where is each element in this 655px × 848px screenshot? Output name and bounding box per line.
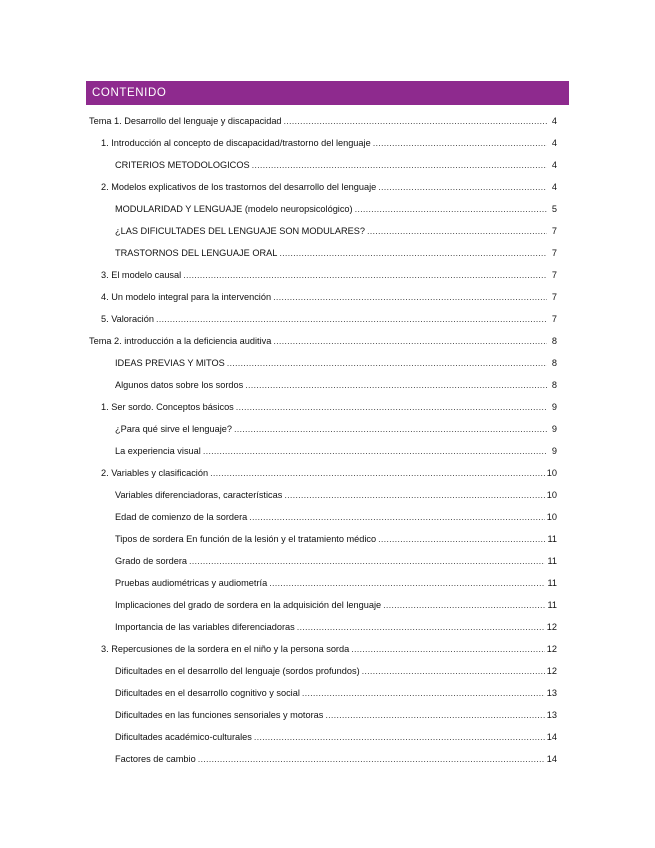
toc-entry-page: 12 (546, 666, 557, 676)
toc-entry[interactable] (115, 572, 557, 588)
toc-entry-label: Implicaciones del grado de sordera en la adquisición del lenguaje (115, 600, 382, 610)
toc-entry[interactable] (89, 330, 557, 346)
toc-entry-page: 8 (551, 336, 557, 346)
toc-entry-label: Edad de comienzo de la sordera (115, 512, 248, 522)
toc-entry[interactable] (115, 682, 557, 698)
toc-entry-label: 1. Ser sordo. Conceptos básicos (101, 402, 234, 412)
toc-entry-label: Algunos datos sobre los sordos (115, 380, 244, 390)
toc-entry-label: ¿Para qué sirve el lenguaje? (115, 424, 232, 434)
toc-entry[interactable] (115, 726, 557, 742)
toc-dot-leader (227, 358, 547, 368)
toc-entry[interactable] (115, 506, 557, 522)
toc-entry-label: Tema 1. Desarrollo del lenguaje y discapacidad (89, 116, 282, 126)
toc-dot-leader (189, 556, 545, 566)
toc-dot-leader (210, 468, 545, 478)
toc-entry[interactable] (101, 132, 557, 148)
toc-entry-page: 7 (551, 226, 557, 236)
toc-entry[interactable] (101, 396, 557, 412)
toc-entry-page: 10 (546, 490, 557, 500)
toc-dot-leader (198, 754, 545, 764)
toc-entry-page: 12 (546, 644, 557, 654)
toc-entry-page: 4 (551, 138, 557, 148)
toc-dot-leader (297, 622, 545, 632)
toc-entry-page: 9 (551, 402, 557, 412)
toc-entry[interactable] (115, 528, 557, 544)
toc-entry-label: Dificultades en el desarrollo del lenguaje (sordos profundos) (115, 666, 360, 676)
toc-entry[interactable] (115, 660, 557, 676)
toc-entry-page: 4 (551, 116, 557, 126)
toc-entry-page: 8 (551, 380, 557, 390)
toc-dot-leader (351, 644, 545, 654)
toc-entry[interactable] (115, 704, 557, 720)
toc-entry-page: 8 (551, 358, 557, 368)
toc-entry[interactable] (101, 286, 557, 302)
toc-entry-label: 2. Variables y clasificación (101, 468, 209, 478)
toc-dot-leader (284, 116, 547, 126)
toc-entry-page: 11 (547, 556, 557, 566)
toc-dot-leader (302, 688, 545, 698)
toc-entry[interactable] (115, 154, 557, 170)
toc-dot-leader (245, 380, 547, 390)
toc-entry[interactable] (101, 308, 557, 324)
toc-entry-label: 3. Repercusiones de la sordera en el niño y la persona sorda (101, 644, 350, 654)
toc-entry-label: Importancia de las variables diferenciadoras (115, 622, 295, 632)
toc-entry-label: 2. Modelos explicativos de los trastornos del desarrollo del lenguaje (101, 182, 377, 192)
toc-entry-page: 10 (546, 468, 557, 478)
toc-entry-label: 3. El modelo causal (101, 270, 182, 280)
toc-entry-label: ¿LAS DIFICULTADES DEL LENGUAJE SON MODULARES? (115, 226, 365, 236)
toc-entry-label: CRITERIOS METODOLOGICOS (115, 160, 250, 170)
toc-entry[interactable] (101, 638, 557, 654)
toc-entry-label: TRASTORNOS DEL LENGUAJE ORAL (115, 248, 278, 258)
toc-dot-leader (378, 182, 547, 192)
toc-entry-label: 4. Un modelo integral para la intervención (101, 292, 272, 302)
toc-entry-label: Factores de cambio (115, 754, 196, 764)
toc-entry-label: Dificultades en el desarrollo cognitivo y social (115, 688, 300, 698)
toc-entry-page: 7 (551, 270, 557, 280)
toc-entry-page: 9 (551, 424, 557, 434)
toc-entry[interactable] (115, 484, 557, 500)
toc-entry-page: 14 (546, 732, 557, 742)
toc-dot-leader (362, 666, 545, 676)
toc-entry[interactable] (115, 748, 557, 764)
toc-entry[interactable] (115, 242, 557, 258)
toc-entry-page: 14 (546, 754, 557, 764)
toc-dot-leader (273, 336, 547, 346)
toc-entry-page: 12 (546, 622, 557, 632)
toc-entry-label: 5. Valoración (101, 314, 154, 324)
toc-dot-leader (234, 424, 547, 434)
toc-entry-page: 5 (551, 204, 557, 214)
toc-entry[interactable] (115, 418, 557, 434)
toc-entry-page: 9 (551, 446, 557, 456)
toc-entry-label: La experiencia visual (115, 446, 201, 456)
toc-dot-leader (325, 710, 544, 720)
toc-dot-leader (269, 578, 545, 588)
toc-dot-leader (367, 226, 547, 236)
toc-entry[interactable] (115, 440, 557, 456)
toc-entry-label: IDEAS PREVIAS Y MITOS (115, 358, 225, 368)
toc-dot-leader (203, 446, 547, 456)
toc-entry-page: 13 (546, 710, 557, 720)
toc-dot-leader (378, 534, 545, 544)
toc-entry-page: 13 (546, 688, 557, 698)
toc-entry[interactable] (89, 110, 557, 126)
toc-dot-leader (355, 204, 547, 214)
toc-entry-label: 1. Introducción al concepto de discapacidad/trastorno del lenguaje (101, 138, 371, 148)
toc-dot-leader (254, 732, 545, 742)
toc-dot-leader (279, 248, 547, 258)
toc-entry[interactable] (115, 550, 557, 566)
toc-dot-leader (183, 270, 547, 280)
toc-entry-page: 4 (551, 160, 557, 170)
toc-dot-leader (236, 402, 547, 412)
toc-dot-leader (373, 138, 547, 148)
toc-dot-leader (383, 600, 545, 610)
toc-entry[interactable] (101, 176, 557, 192)
toc-entry-label: MODULARIDAD Y LENGUAJE (modelo neuropsicológico) (115, 204, 353, 214)
toc-header (86, 81, 569, 105)
toc-entry-label: Grado de sordera (115, 556, 188, 566)
toc-entry[interactable] (115, 374, 557, 390)
toc-entry[interactable] (101, 462, 557, 478)
toc-entry[interactable] (115, 198, 557, 214)
toc-title: CONTENIDO (92, 87, 167, 99)
toc-entry-page: 10 (546, 512, 557, 522)
toc-entry-page: 7 (551, 292, 557, 302)
toc-entry-page: 7 (551, 314, 557, 324)
toc-entry-label: Dificultades académico-culturales (115, 732, 252, 742)
toc-entry-page: 11 (547, 578, 557, 588)
toc-entry-page: 11 (547, 534, 557, 544)
toc-dot-leader (156, 314, 547, 324)
toc-entry-page: 4 (551, 182, 557, 192)
toc-entry-label: Pruebas audiométricas y audiometría (115, 578, 268, 588)
toc-entry-label: Tipos de sordera En función de la lesión y el tratamiento médico (115, 534, 377, 544)
toc-entry[interactable] (115, 594, 557, 610)
toc-dot-leader (252, 160, 547, 170)
toc-entry[interactable] (115, 616, 557, 632)
toc-entry-page: 7 (551, 248, 557, 258)
toc-entry[interactable] (101, 264, 557, 280)
toc-dot-leader (249, 512, 544, 522)
toc-entry-page: 11 (547, 600, 557, 610)
toc-dot-leader (273, 292, 547, 302)
toc-entry-label: Dificultades en las funciones sensoriales y motoras (115, 710, 324, 720)
toc-entry-label: Tema 2. introducción a la deficiencia auditiva (89, 336, 272, 346)
toc-dot-leader (284, 490, 544, 500)
toc-entry-label: Variables diferenciadoras, características (115, 490, 283, 500)
toc-entry[interactable] (115, 220, 557, 236)
toc-entry[interactable] (115, 352, 557, 368)
